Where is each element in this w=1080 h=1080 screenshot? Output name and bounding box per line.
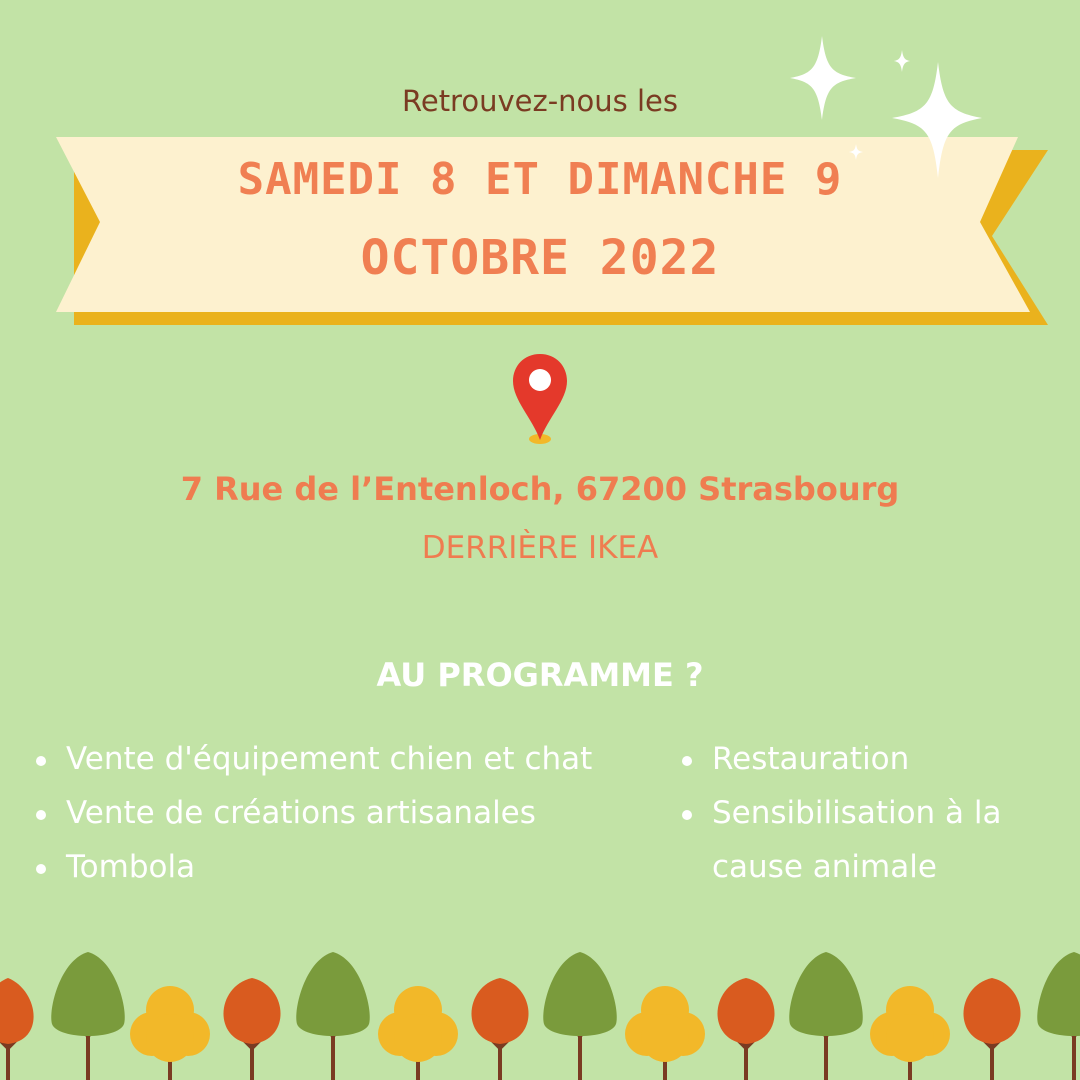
tree-icon [471,978,528,1080]
list-item: Sensibilisation à la cause animale [680,786,1060,894]
tree-icon [1037,952,1080,1080]
tree-border [0,940,1080,1080]
tree-icon [0,978,34,1080]
program-list-left [34,732,674,894]
tree-icon [963,978,1020,1080]
tree-icon [625,986,705,1080]
address-note: DERRIÈRE IKEA [421,530,659,566]
tree-icon [870,986,950,1080]
map-pin-icon [510,352,570,448]
tree-icon [223,978,280,1080]
tree-icon [543,952,617,1080]
tree-icon [51,952,125,1080]
tree-icon [296,952,370,1080]
program-list-right [680,732,1060,894]
tree-icon [378,986,458,1080]
event-address: 7 Rue de l’Entenloch, 67200 Strasbourg [180,470,900,508]
tree-icon [717,978,774,1080]
tree-icon [789,952,863,1080]
date-line-2: OCTOBRE 2022 [360,230,720,286]
list-item: Restauration [680,732,1060,786]
date-line-1: SAMEDI 8 ET DIMANCHE 9 [237,154,843,205]
intro-text: Retrouvez-nous les [402,84,678,118]
program-title: AU PROGRAMME ? [376,656,704,694]
list-item: Vente de créations artisanales [34,786,674,840]
list-item: Tombola [34,840,674,894]
list-item: Vente d'équipement chien et chat [34,732,674,786]
tree-icon [130,986,210,1080]
